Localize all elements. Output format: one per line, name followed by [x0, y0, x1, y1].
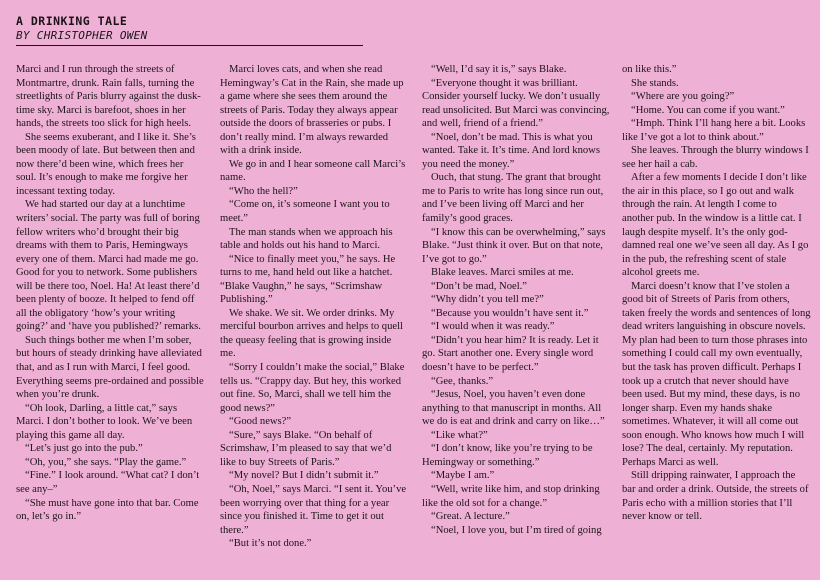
paragraph: We go in and I hear someone call Marci’s name. [220, 158, 406, 184]
paragraph: “Oh, you,” she says. “Play the game.” [25, 456, 187, 468]
paragraph: “I know this can be overwhelming,” says Blake. “Just think it over. But on that note, I’ve got to go.” [422, 226, 606, 265]
paragraph: Still dripping rainwater, I approach the bar and order a drink. Outside, the streets of Paris echo with a million stories that I’ll never know or tell. [622, 470, 809, 523]
paragraph: She leaves. Through the blurry windows I see her hail a cab. [622, 145, 809, 170]
paragraph: “Come on, it’s someone I want you to meet.” [220, 199, 390, 225]
paragraph: “Well, I’d say it is,” says Blake. [431, 64, 567, 75]
paragraph: We shake. We sit. We order drinks. My merciful bourbon arrives and helps to quell the queasy feeling that is growing inside me. [220, 307, 403, 360]
paragraph: “Maybe I am.” [431, 470, 495, 482]
paragraph: “Great. A lecture.” [431, 511, 510, 523]
paragraph: “Home. You can come if you want.” [631, 104, 785, 116]
paragraph: “Didn’t you hear him? It is ready. Let it go. Start another one. Every single word doesn’t have to be perfect.” [422, 334, 599, 374]
paragraph: “Because you wouldn’t have sent it.” [431, 307, 589, 319]
paragraph: Ouch, that stung. The grant that brought me to Paris to write has long since run out, and I’ve been living off Marci and her family’s good graces. [422, 172, 604, 225]
header-rule [16, 45, 363, 46]
paragraph: “Sure,” says Blake. “On behalf of Scrimshaw, I’m pleased to say that we’d like to buy Streets of Paris.” [220, 429, 392, 468]
paragraph: “My novel? But I didn’t submit it.” [229, 470, 379, 482]
paragraph: “Who the hell?” [229, 185, 298, 197]
paragraph: We had started our day at a lunchtime writers’ social. The party was full of boring fellow writers who’d brought their big dreams with them to Paris, Hemingways every one of them. Marci had made me go. Good for you to network. Some publishers will be there too, Noel. Ha! At least there’d been plenty of booze. It helped to fend off all the obligatory ‘how’s your writing going?’ and ‘have you published?’ remarks. [16, 199, 201, 333]
paragraph: “Gee, thanks.” [431, 375, 494, 387]
paragraph: “Noel, don’t be mad. This is what you wanted. Take it. It’s time. And lord knows you need the money.” [422, 131, 600, 170]
article-header [16, 15, 363, 46]
paragraph: “Don’t be mad, Noel.” [431, 280, 528, 292]
paragraph: “Hmph. Think I’ll hang here a bit. Looks like I’ve got a lot to think about.” [622, 118, 806, 143]
text-column-1 [16, 63, 204, 524]
paragraph: “Oh look, Darling, a little cat,” says Marci. I don’t bother to look. We’ve been playing this game all day. [16, 402, 193, 441]
paragraph: After a few moments I decide I don’t like the air in this place, so I go out and walk through the rain. At length I come to another pub. In the window is a little cat. I laugh despite myself. It’s the only god-damned real one we’ve seen all day. As I go in the pub, the refreshing scent of stale alcohol greets me. [622, 172, 809, 279]
paragraph: Blake leaves. Marci smiles at me. [431, 267, 574, 279]
paragraph: “Everyone thought it was brilliant. Consider yourself lucky. We don’t usually read unsolicited. But Marci was convincing, and well, friend of a friend.” [422, 77, 610, 130]
paragraph: on like this.” [622, 64, 677, 75]
paragraph: Marci doesn’t know that I’ve stolen a good bit of Streets of Paris from others, taken freely the words and sentences of long dead writers languishing in obscure novels. My plan had been to turn those phrases into something I could call my own eventually, but the task has proven difficult. Perhaps I took up a crutch that never should have been used. But my mind, these days, is no longer sharp. Even my hands shake sometimes. Whatever, it will all come out soon enough. Who knows how much I will lose? The deal, certainly. My reputation. Perhaps Marci as well. [622, 280, 811, 468]
paragraph: “I don’t know, like you’re trying to be Hemingway or something.” [422, 443, 593, 468]
paragraph: “Jesus, Noel, you haven’t even done anything to that manuscript in months. All we do is eat and drink and carry on like…” [422, 389, 605, 428]
paragraph: She stands. [631, 77, 679, 89]
paragraph: “Where are you going?” [631, 91, 735, 103]
paragraph: “Let’s just go into the pub.” [25, 443, 143, 455]
text-column-4 [622, 63, 811, 524]
paragraph: Marci and I run through the streets of Montmartre, drunk. Rain falls, turning the streetlights of Paris blurry against the dusk-time sky. Marci is barefoot, shoes in her hands, the streets too slick for high heels. [16, 64, 201, 130]
paragraph: “Why didn’t you tell me?” [431, 294, 544, 306]
paragraph: Marci loves cats, and when she read Hemingway’s Cat in the Rain, she made up a game where she sees them around the streets of Paris. Today they always appear outside the doors of brasseries or pubs. I don’t really mind. I’m always rewarded with a drink inside. [220, 64, 404, 157]
paragraph: “But it’s not done.” [229, 538, 312, 550]
paragraph: “Nice to finally meet you,” he says. He turns to me, hand held out like a hatchet. “Blake Vaughn,” he says, “Scrimshaw Publishing.” [220, 253, 396, 306]
paragraph: “Oh, Noel,” says Marci. “I sent it. You’ve been worrying over that thing for a year since you finished it. Time to get it out there.” [220, 483, 407, 536]
story-title: A DRINKING TALE [16, 14, 128, 28]
text-column-3 [422, 63, 611, 537]
paragraph: “Well, write like him, and stop drinking like the old sot for a change.” [422, 483, 600, 509]
story-byline: BY CHRISTOPHER OWEN [16, 29, 148, 42]
paragraph: “I would when it was ready.” [431, 321, 555, 333]
paragraph: “Like what?” [431, 429, 488, 441]
paragraph: “Good news?” [229, 416, 292, 428]
text-column-2 [220, 63, 409, 551]
paragraph: The man stands when we approach his table and holds out his hand to Marci. [220, 226, 393, 252]
paragraph: She seems exuberant, and I like it. She’s been moody of late. But between then and now there’d been wine, which frees her soul. It’s enough to make me forgive her incessant texting today. [16, 131, 196, 197]
paragraph: “Sorry I couldn’t make the social,” Blake tells us. “Crappy day. But hey, this worked out fine. So, Marci, shall we tell him the good news?” [220, 362, 405, 414]
paragraph: “Noel, I love you, but I’m tired of going [431, 524, 602, 536]
paragraph: “She must have gone into that bar. Come on, let’s go in.” [16, 497, 199, 523]
paragraph: Such things bother me when I’m sober, but hours of steady drinking have alleviated that, and as I run with Marci, I feel good. Everything seems pre-ordained and possible when you’re drunk. [16, 334, 204, 401]
paragraph: “Fine.” I look around. “What cat? I don’t see any–” [16, 470, 200, 495]
